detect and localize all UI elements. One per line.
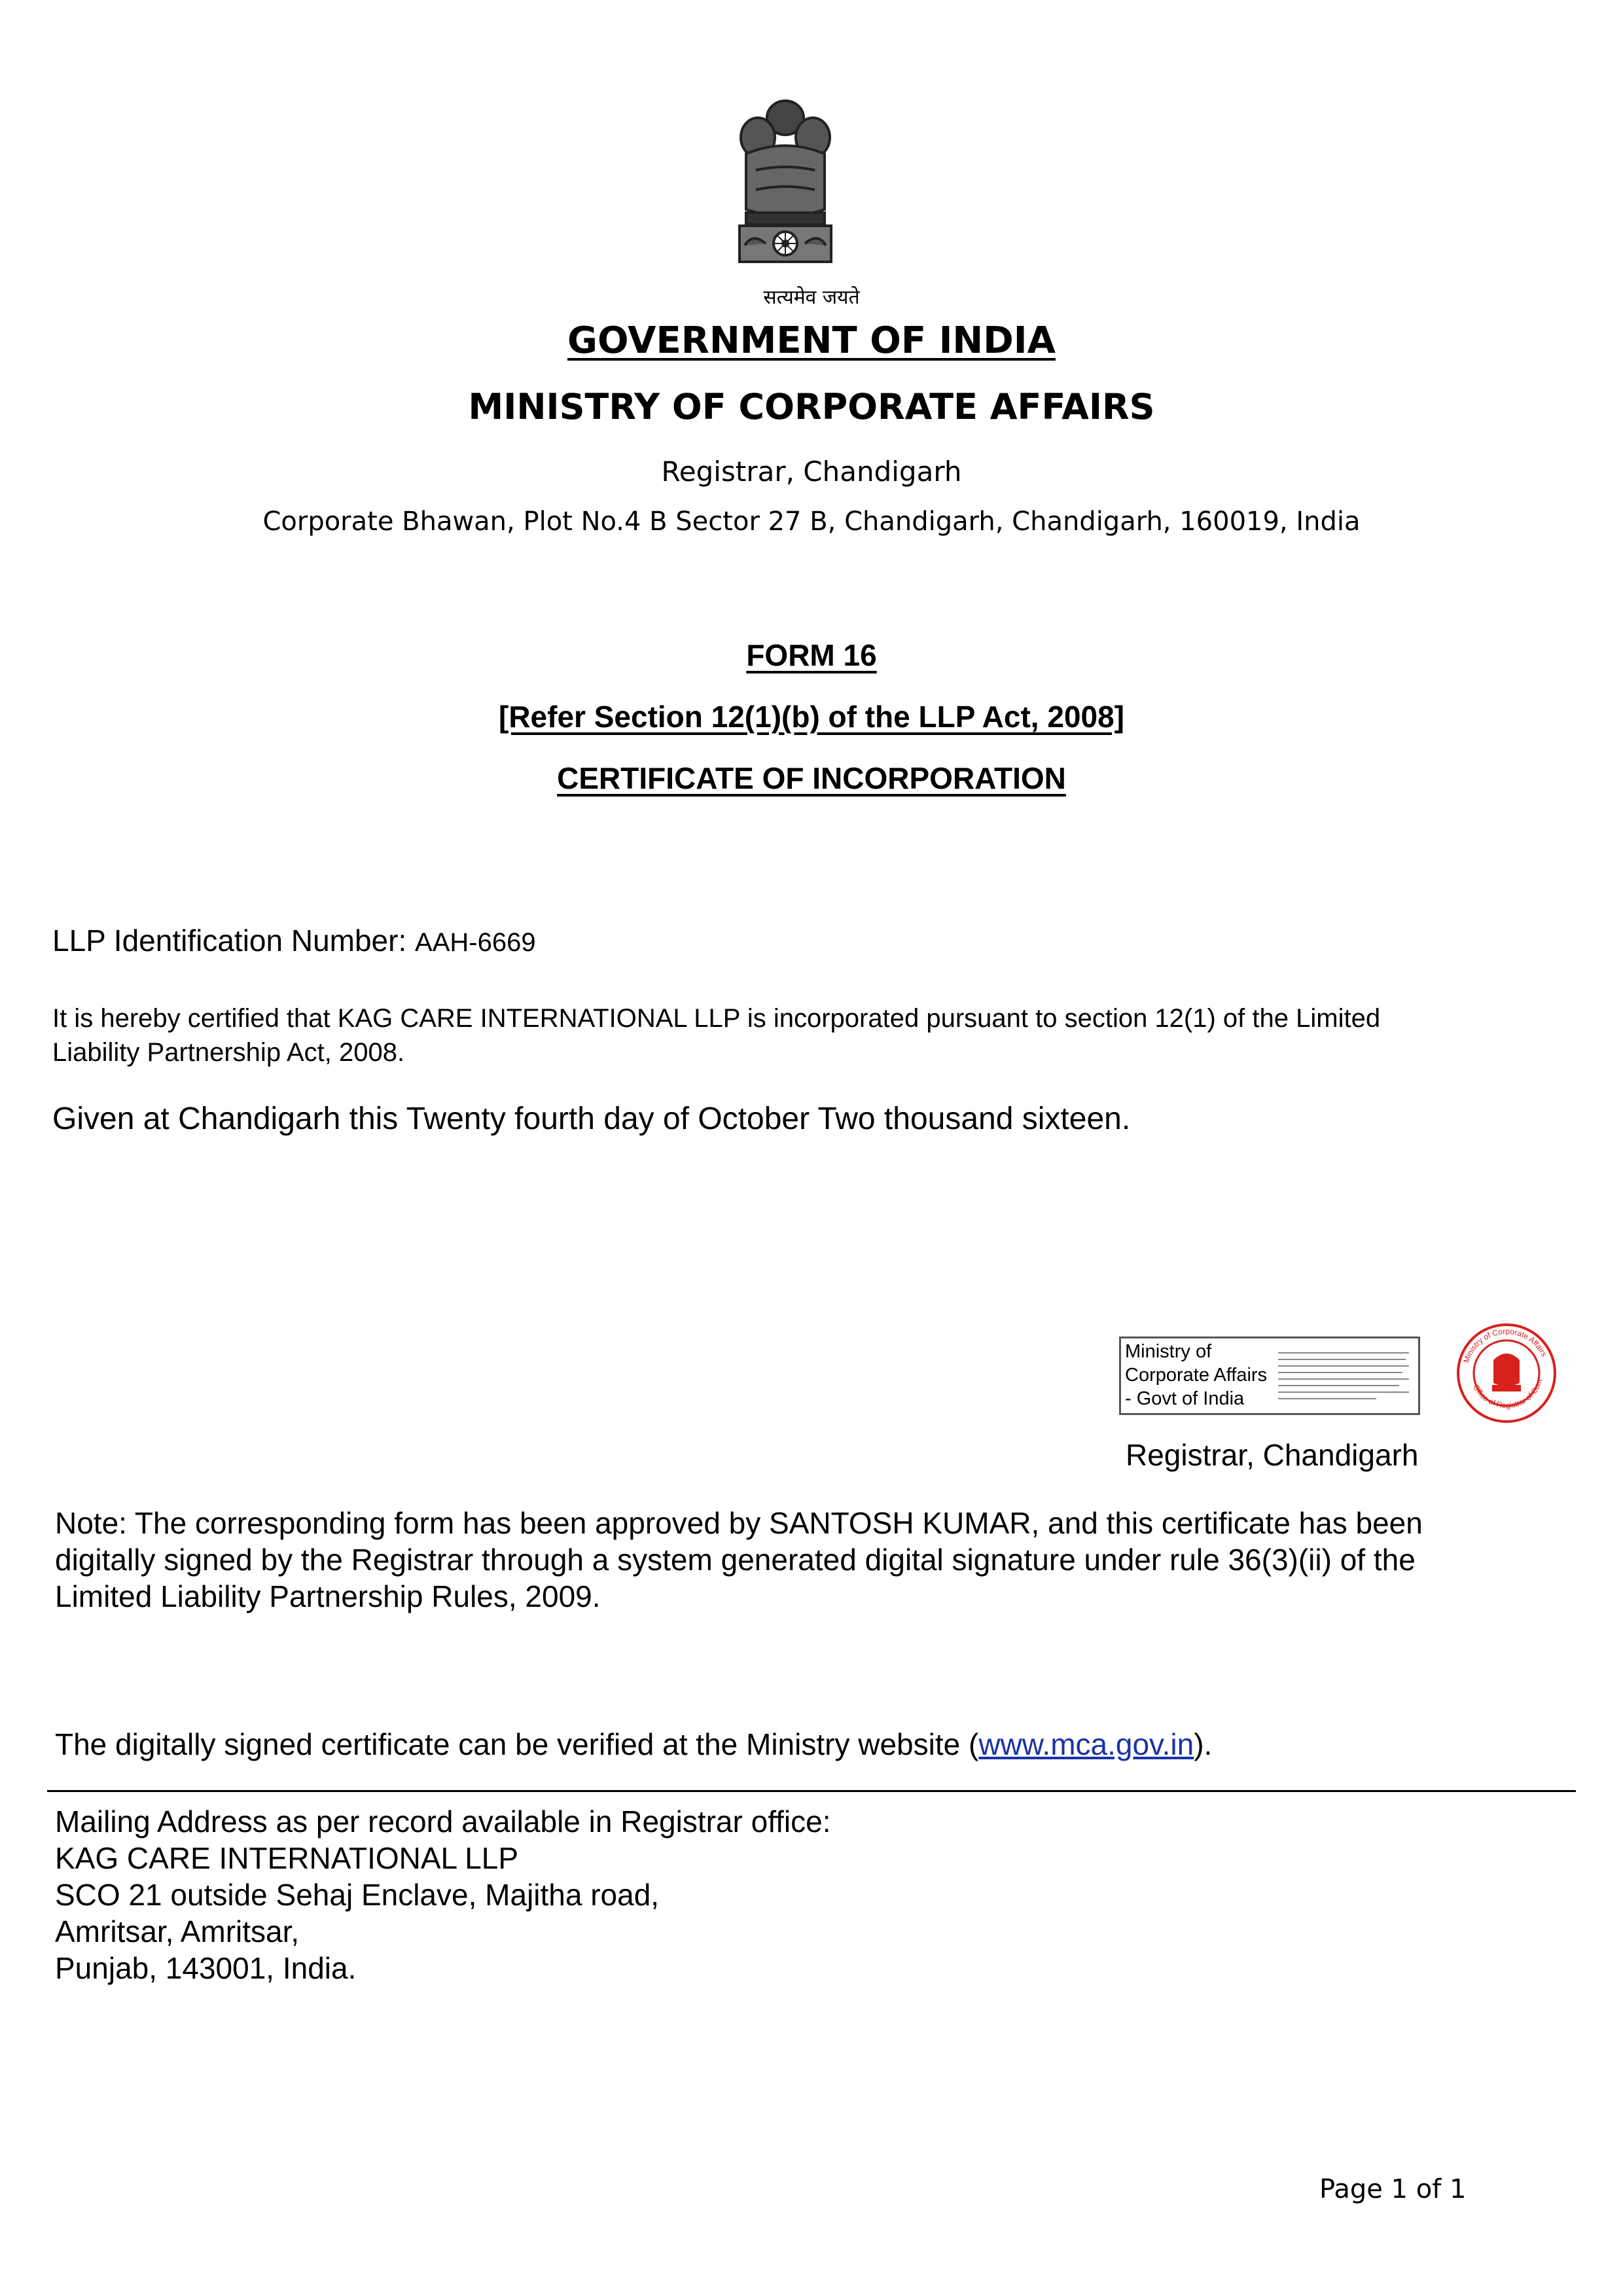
verification-text: The digitally signed certificate can be verified at the Ministry website ( — [55, 1727, 979, 1761]
verification-line — [55, 1727, 1212, 1762]
llpin-value: AAH-6669 — [415, 928, 536, 957]
certification-line-2: Liability Partnership Act, 2008. — [52, 1038, 405, 1067]
seal-emblem-icon — [1454, 1321, 1559, 1426]
digital-signature-box — [1119, 1336, 1420, 1415]
signature-details-fine-print — [1278, 1348, 1412, 1407]
signature-line-2: Corporate Affairs — [1125, 1365, 1268, 1386]
mailing-address-2: Amritsar, Amritsar, — [55, 1914, 300, 1948]
form-reference: [Refer Section 12(1)(b) of the LLP Act, 2008] — [499, 700, 1124, 734]
svg-text:Ministry of Corporate Affairs: Ministry of Corporate Affairs — [1461, 1326, 1549, 1365]
note-line-1: Note: The corresponding form has been approved by SANTOSH KUMAR, and this certificate has been — [55, 1506, 1423, 1540]
certificate-title: CERTIFICATE OF INCORPORATION — [557, 761, 1066, 795]
mailing-heading: Mailing Address as per record available in Registrar office: — [55, 1804, 831, 1839]
emblem-motto: सत्यमेव जयते — [763, 286, 860, 309]
mca-website-link[interactable]: www.mca.gov.in — [978, 1727, 1194, 1761]
registrar-address: Corporate Bhawan, Plot No.4 B Sector 27 B, Chandigarh, Chandigarh, 160019, India — [262, 507, 1361, 537]
llpin-label: LLP Identification Number: — [52, 924, 407, 958]
ministry-title: MINISTRY OF CORPORATE AFFAIRS — [468, 386, 1155, 427]
note-line-3: Limited Liability Partnership Rules, 2009. — [55, 1579, 601, 1613]
registrar-office: Registrar, Chandigarh — [661, 456, 962, 488]
svg-text:Office of Registrar of Compani: Office of Registrar of Com — [1471, 1377, 1544, 1410]
government-title: GOVERNMENT OF INDIA — [567, 319, 1056, 362]
form-title: FORM 16 — [746, 638, 877, 672]
note-line-2: digitally signed by the Registrar through a system generated digital signature under rule 36(3)(ii) of the — [55, 1543, 1416, 1577]
mailing-address-3: Punjab, 143001, India. — [55, 1951, 357, 1985]
page-number: Page 1 of 1 — [1319, 2174, 1467, 2204]
mailing-address-1: SCO 21 outside Sehaj Enclave, Majitha road, — [55, 1878, 660, 1912]
certification-line-1: It is hereby certified that KAG CARE INTERNATIONAL LLP is incorporated pursuant to section 12(1) of the Limited — [52, 1004, 1381, 1033]
llpin-row — [52, 923, 536, 958]
registrar-seal — [1454, 1321, 1559, 1426]
given-at-line: Given at Chandigarh this Twenty fourth day of October Two thousand sixteen. — [52, 1102, 1131, 1136]
state-emblem — [720, 92, 851, 288]
signature-line-1: Ministry of — [1125, 1341, 1212, 1362]
divider-line — [47, 1790, 1576, 1792]
verification-text-end: ). — [1194, 1727, 1213, 1761]
mailing-name: KAG CARE INTERNATIONAL LLP — [55, 1841, 519, 1875]
lion-capital-icon — [720, 92, 851, 288]
signature-line-3: - Govt of India — [1125, 1388, 1245, 1409]
signatory-registrar: Registrar, Chandigarh — [1126, 1438, 1419, 1472]
